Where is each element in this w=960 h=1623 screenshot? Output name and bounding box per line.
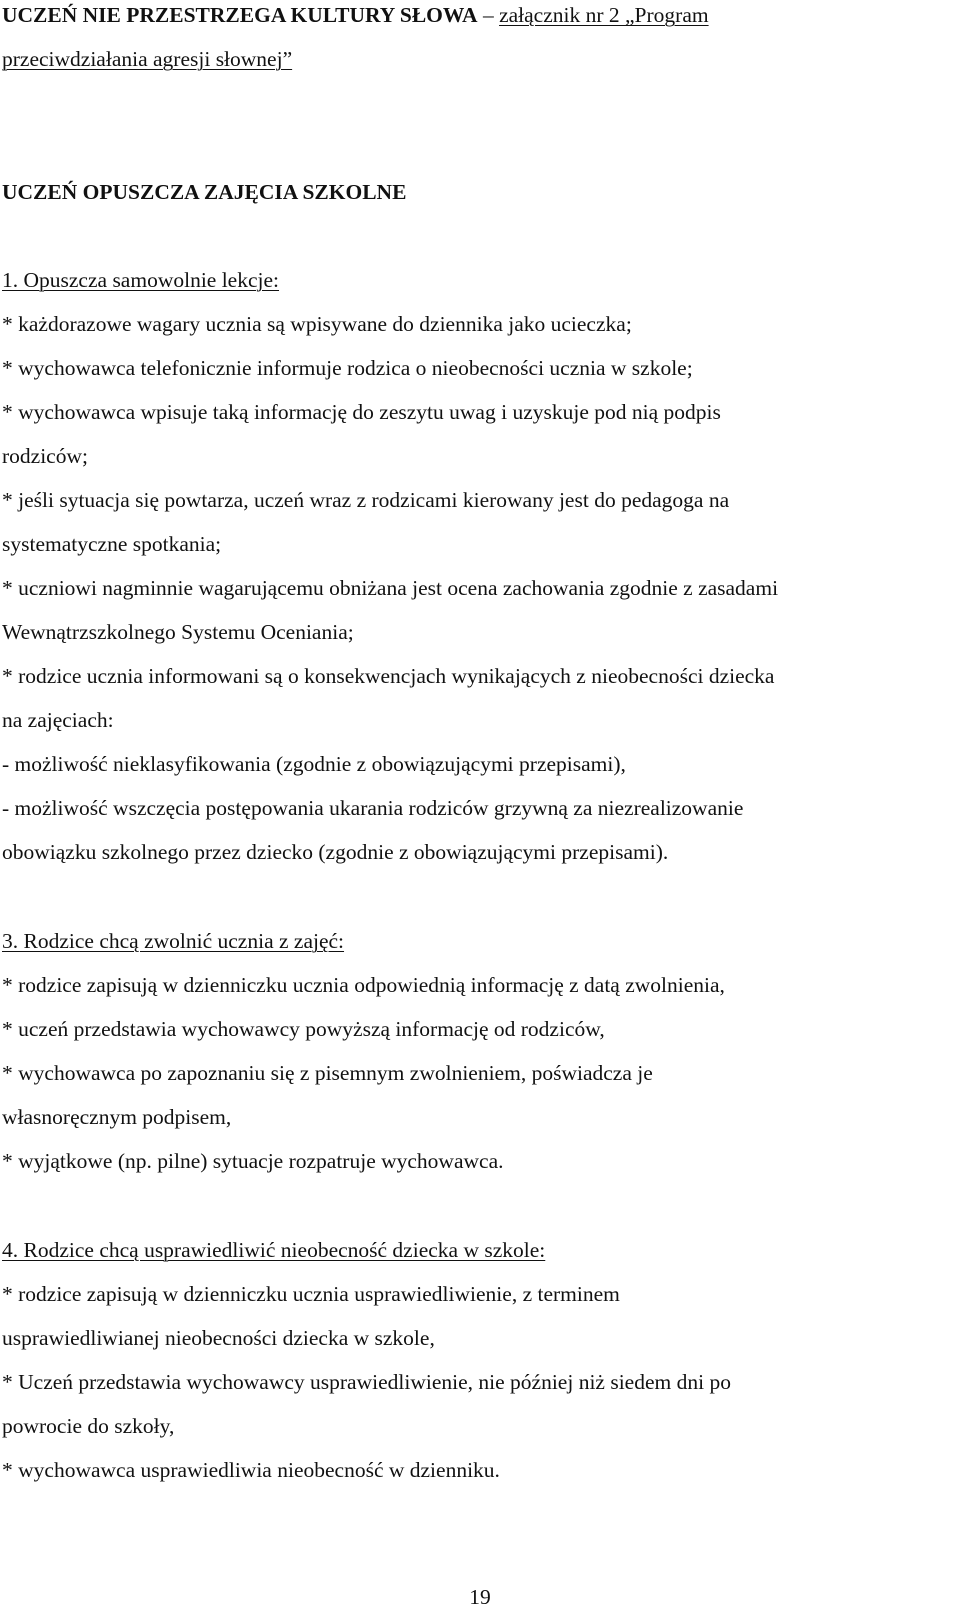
point3-line: własnoręcznym podpisem, bbox=[2, 1105, 232, 1129]
point3-line: * wyjątkowe (np. pilne) sytuacje rozpatruje wychowawca. bbox=[2, 1149, 504, 1173]
point1-line: Wewnątrzszkolnego Systemu Oceniania; bbox=[2, 620, 354, 644]
point1-line: * każdorazowe wagary ucznia są wpisywane do dziennika jako ucieczka; bbox=[2, 312, 632, 336]
header-title: UCZEŃ NIE PRZESTRZEGA KULTURY SŁOWA bbox=[2, 3, 478, 27]
point1-line: obowiązku szkolnego przez dziecko (zgodnie z obowiązującymi przepisami). bbox=[2, 840, 669, 864]
point3-line: * wychowawca po zapoznaniu się z pisemnym zwolnieniem, poświadcza je bbox=[2, 1061, 653, 1085]
header-line-1 bbox=[2, 1, 709, 29]
point3-line: * rodzice zapisują w dzienniczku ucznia odpowiednią informację z datą zwolnienia, bbox=[2, 973, 725, 997]
point4-heading: 4. Rodzice chcą usprawiedliwić nieobecność dziecka w szkole: bbox=[2, 1238, 546, 1262]
point3-line: * uczeń przedstawia wychowawcy powyższą informację od rodziców, bbox=[2, 1017, 605, 1041]
point4-line: usprawiedliwianej nieobecności dziecka w szkole, bbox=[2, 1326, 435, 1350]
point1-line: * uczniowi nagminnie wagarującemu obniżana jest ocena zachowania zgodnie z zasadami bbox=[2, 576, 779, 600]
point4-line: * wychowawca usprawiedliwia nieobecność w dzienniku. bbox=[2, 1458, 500, 1482]
header-line-2 bbox=[2, 45, 292, 73]
section-title: UCZEŃ OPUSZCZA ZAJĘCIA SZKOLNE bbox=[2, 180, 407, 204]
point4-line: powrocie do szkoły, bbox=[2, 1414, 175, 1438]
point1-line: * wychowawca wpisuje taką informację do zeszytu uwag i uzyskuje pod nią podpis bbox=[2, 400, 721, 424]
header-dash: – bbox=[477, 3, 500, 27]
point1-line: * wychowawca telefonicznie informuje rodzica o nieobecności ucznia w szkole; bbox=[2, 356, 693, 380]
header-reference: załącznik nr 2 „Program bbox=[499, 3, 709, 27]
point1-line: * rodzice ucznia informowani są o konsekwencjach wynikających z nieobecności dziecka bbox=[2, 664, 775, 688]
point1-heading: 1. Opuszcza samowolnie lekcje: bbox=[2, 268, 280, 292]
point1-line: - możliwość wszczęcia postępowania ukarania rodziców grzywną za niezrealizowanie bbox=[2, 796, 744, 820]
point1-line: * jeśli sytuacja się powtarza, uczeń wraz z rodzicami kierowany jest do pedagoga na bbox=[2, 488, 730, 512]
point3-heading: 3. Rodzice chcą zwolnić ucznia z zajęć: bbox=[2, 929, 345, 953]
page-number: 19 bbox=[469, 1585, 491, 1609]
header-reference-cont: przeciwdziałania agresji słownej” bbox=[2, 47, 293, 71]
point1-line: na zajęciach: bbox=[2, 708, 114, 732]
point4-line: * Uczeń przedstawia wychowawcy usprawiedliwienie, nie później niż siedem dni po bbox=[2, 1370, 731, 1394]
point1-line: - możliwość nieklasyfikowania (zgodnie z obowiązującymi przepisami), bbox=[2, 752, 626, 776]
point1-line: systematyczne spotkania; bbox=[2, 532, 222, 556]
point1-line: rodziców; bbox=[2, 444, 88, 468]
point4-line: * rodzice zapisują w dzienniczku ucznia usprawiedliwienie, z terminem bbox=[2, 1282, 620, 1306]
